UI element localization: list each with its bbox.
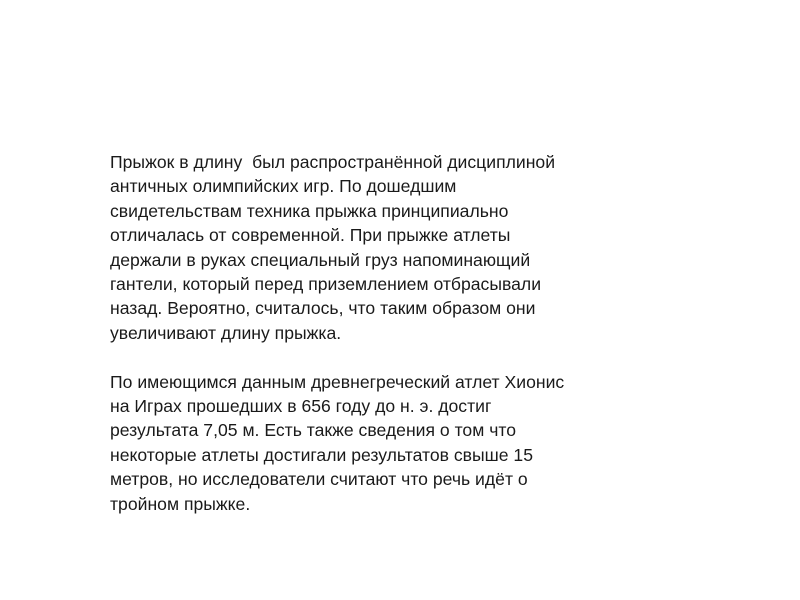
text-line: увеличивают длину прыжка. (110, 322, 342, 343)
paragraph-1 (110, 150, 630, 345)
text-line: результата 7,05 м. Есть также сведения о том что (110, 420, 517, 441)
paragraph-spacer (110, 345, 630, 369)
text-line: держали в руках специальный груз напоминающий (110, 249, 531, 270)
text-line: тройном прыжке. (110, 493, 251, 514)
text-line: назад. Вероятно, считалось, что таким образом они (110, 298, 536, 319)
text-line: античных олимпийских игр. По дошедшим (110, 176, 457, 197)
text-line: По имеющимся данным древнегреческий атлет Хионис (110, 371, 565, 392)
body-text (110, 150, 630, 516)
text-line: метров, но исследователи считают что речь идёт о (110, 469, 528, 490)
text-line: свидетельствам техника прыжка принципиально (110, 200, 509, 221)
text-line: на Играх прошедших в 656 году до н. э. достиг (110, 396, 492, 417)
paragraph-2 (110, 370, 630, 516)
text-line: некоторые атлеты достигали результатов свыше 15 (110, 444, 534, 465)
text-line: отличалась от современной. При прыжке атлеты (110, 225, 511, 246)
text-line: Прыжок в длину был распространённой дисциплиной (110, 152, 556, 172)
text-line: гантели, который перед приземлением отбрасывали (110, 274, 542, 295)
